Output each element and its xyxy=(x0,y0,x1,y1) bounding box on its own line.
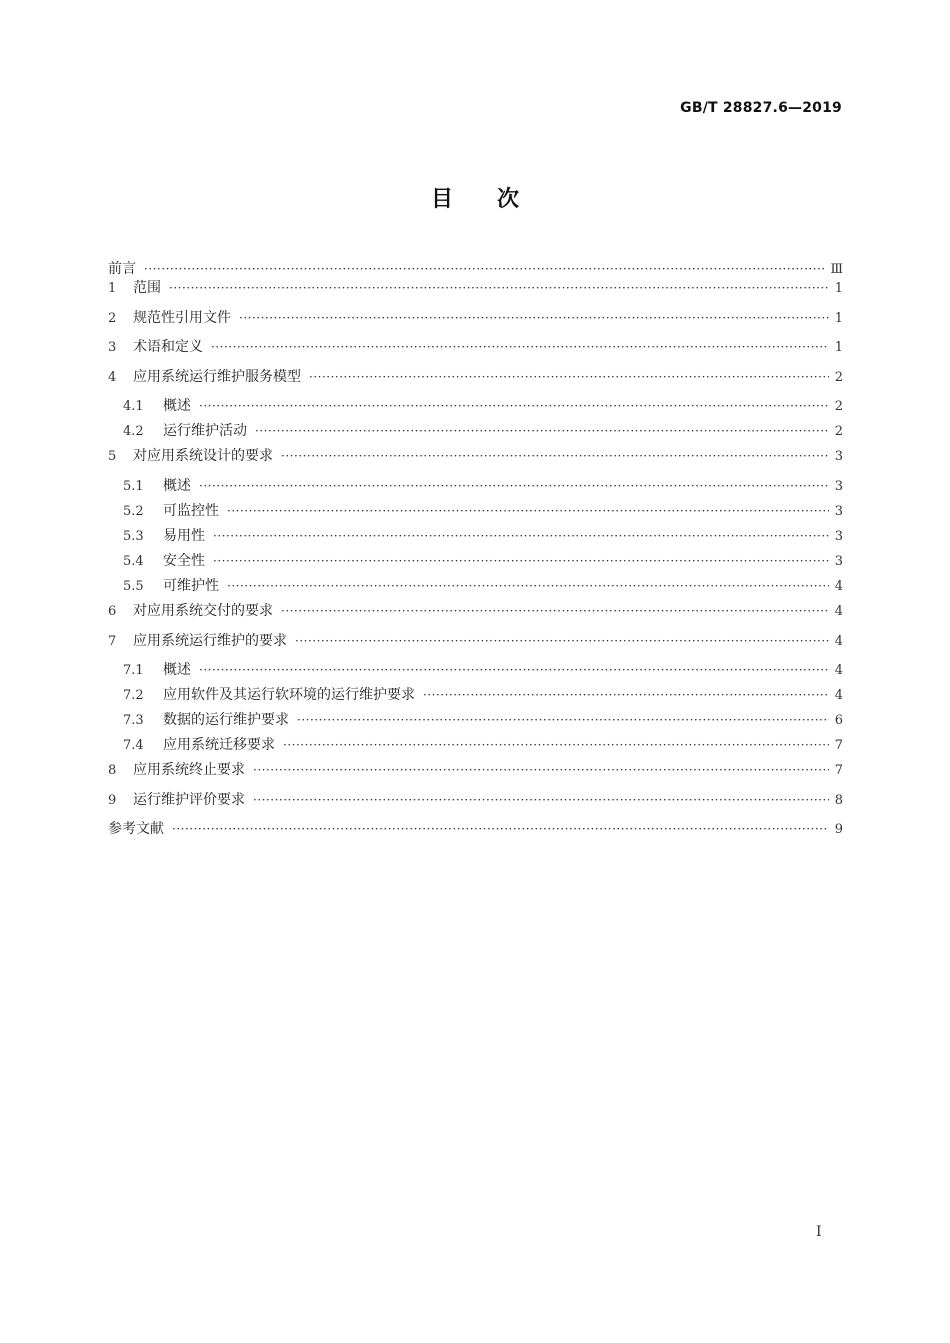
dot-leader xyxy=(211,338,829,356)
toc-entry[interactable] xyxy=(108,761,843,791)
toc-entry-page: 4 xyxy=(834,603,843,619)
dot-leader xyxy=(255,422,829,440)
toc-subentry[interactable] xyxy=(108,552,843,577)
toc-entry-label: 易用性 xyxy=(163,527,205,544)
toc-entry-number: 5.2 xyxy=(123,503,144,519)
dot-leader xyxy=(423,686,829,704)
toc-entry-label: 安全性 xyxy=(163,552,205,569)
toc-entry-number: 2 xyxy=(108,310,117,326)
toc-entry-label: 前言 xyxy=(108,261,136,277)
toc-entry-page: 1 xyxy=(834,310,843,326)
toc-entry-number: 9 xyxy=(108,792,117,808)
dot-leader xyxy=(281,447,829,465)
toc-entry-label: 运行维护活动 xyxy=(163,423,247,440)
toc-entry-number: 7.3 xyxy=(123,713,144,729)
toc-entry-page: 2 xyxy=(834,424,843,440)
toc-entry-label: 规范性引用文件 xyxy=(133,309,231,326)
toc-entry-number: 7.4 xyxy=(123,738,144,754)
toc-entry-label: 范围 xyxy=(133,280,161,296)
toc-subentry[interactable] xyxy=(108,661,843,686)
toc-entry-number: 6 xyxy=(108,603,117,619)
toc-entry[interactable] xyxy=(108,368,843,398)
toc-subentry[interactable] xyxy=(108,397,843,422)
toc-entry-label: 可监控性 xyxy=(163,502,219,519)
toc-entry-number: 5.1 xyxy=(123,478,144,494)
table-of-contents xyxy=(108,260,843,839)
toc-entry[interactable] xyxy=(108,602,843,632)
toc-entry-number: 4 xyxy=(108,369,117,385)
toc-entry-foreword[interactable] xyxy=(108,260,843,279)
dot-leader xyxy=(144,260,824,278)
dot-leader xyxy=(227,502,829,520)
toc-entry-page: 2 xyxy=(834,369,843,385)
toc-entry-page: 3 xyxy=(834,553,843,569)
toc-entry-page: 3 xyxy=(834,478,843,494)
toc-entry-label: 概述 xyxy=(163,477,191,494)
dot-leader xyxy=(213,552,829,570)
toc-subentry[interactable] xyxy=(108,477,843,502)
toc-entry-label: 应用系统迁移要求 xyxy=(163,737,275,754)
dot-leader xyxy=(199,661,829,679)
toc-entry[interactable] xyxy=(108,279,843,309)
dot-leader xyxy=(253,761,829,779)
toc-entry-label: 应用系统终止要求 xyxy=(133,762,245,779)
toc-entry-page: 1 xyxy=(834,281,843,296)
toc-entry-label: 对应用系统设计的要求 xyxy=(133,448,273,465)
toc-entry-page: 3 xyxy=(834,503,843,519)
toc-entry-number: 7.1 xyxy=(123,663,144,679)
toc-subentry[interactable] xyxy=(108,527,843,552)
toc-entry-number: 7 xyxy=(108,633,117,649)
toc-subentry[interactable] xyxy=(108,736,843,761)
toc-entry-number: 5.5 xyxy=(123,578,144,594)
toc-entry[interactable] xyxy=(108,447,843,477)
dot-leader xyxy=(199,397,829,415)
toc-entry-page: 4 xyxy=(834,633,843,649)
toc-entry-page: 7 xyxy=(834,763,843,779)
standard-code: GB/T 28827.6—2019 xyxy=(680,100,842,116)
toc-entry-page: 1 xyxy=(834,340,843,356)
dot-leader xyxy=(172,820,829,838)
dot-leader xyxy=(239,309,829,327)
dot-leader xyxy=(253,791,829,809)
toc-entry-page: Ⅲ xyxy=(830,262,843,277)
toc-subentry[interactable] xyxy=(108,711,843,736)
toc-entry[interactable] xyxy=(108,338,843,368)
toc-entry-number: 4.1 xyxy=(123,399,144,415)
toc-entry-label: 参考文献 xyxy=(108,821,164,838)
page-title: 目次 xyxy=(430,187,563,212)
toc-entry-number: 8 xyxy=(108,763,117,779)
toc-entry-page: 7 xyxy=(834,738,843,754)
toc-subentry[interactable] xyxy=(108,686,843,711)
toc-entry-number: 5.3 xyxy=(123,528,144,544)
toc-entry[interactable] xyxy=(108,309,843,339)
dot-leader xyxy=(281,602,829,620)
dot-leader xyxy=(227,577,829,595)
toc-entry-page: 4 xyxy=(834,578,843,594)
dot-leader xyxy=(295,632,829,650)
toc-entry-page: 3 xyxy=(834,449,843,465)
toc-entry-page: 4 xyxy=(834,688,843,704)
toc-entry-page: 9 xyxy=(834,822,843,838)
dot-leader xyxy=(283,736,829,754)
toc-entry-label: 应用系统运行维护的要求 xyxy=(133,632,287,649)
toc-entry-page: 4 xyxy=(834,663,843,679)
toc-entry-bibliography[interactable] xyxy=(108,820,843,839)
toc-entry-label: 数据的运行维护要求 xyxy=(163,712,289,729)
toc-entry-number: 5 xyxy=(108,449,117,465)
dot-leader xyxy=(309,368,829,386)
toc-entry-label: 概述 xyxy=(163,398,191,415)
toc-entry-number: 5.4 xyxy=(123,553,144,569)
toc-entry-number: 1 xyxy=(108,281,117,296)
toc-subentry[interactable] xyxy=(108,577,843,602)
page-number: Ⅰ xyxy=(816,1224,822,1240)
dot-leader xyxy=(169,279,829,297)
toc-entry-page: 3 xyxy=(834,528,843,544)
toc-entry[interactable] xyxy=(108,791,843,821)
toc-entry-page: 2 xyxy=(834,399,843,415)
toc-entry-label: 应用软件及其运行软环境的运行维护要求 xyxy=(163,687,415,704)
toc-entry-label: 术语和定义 xyxy=(133,339,203,356)
toc-entry-page: 6 xyxy=(834,713,843,729)
dot-leader xyxy=(213,527,829,545)
toc-entry-number: 4.2 xyxy=(123,424,144,440)
toc-entry-label: 可维护性 xyxy=(163,577,219,594)
toc-subentry[interactable] xyxy=(108,502,843,527)
toc-entry-label: 运行维护评价要求 xyxy=(133,791,245,808)
toc-entry-label: 应用系统运行维护服务模型 xyxy=(133,368,301,385)
toc-entry-page: 8 xyxy=(834,792,843,808)
dot-leader xyxy=(199,477,829,495)
toc-entry[interactable] xyxy=(108,632,843,662)
toc-entry-label: 概述 xyxy=(163,662,191,679)
dot-leader xyxy=(297,711,829,729)
toc-entry-number: 3 xyxy=(108,340,117,356)
toc-entry-number: 7.2 xyxy=(123,688,144,704)
toc-subentry[interactable] xyxy=(108,422,843,447)
toc-entry-label: 对应用系统交付的要求 xyxy=(133,602,273,619)
